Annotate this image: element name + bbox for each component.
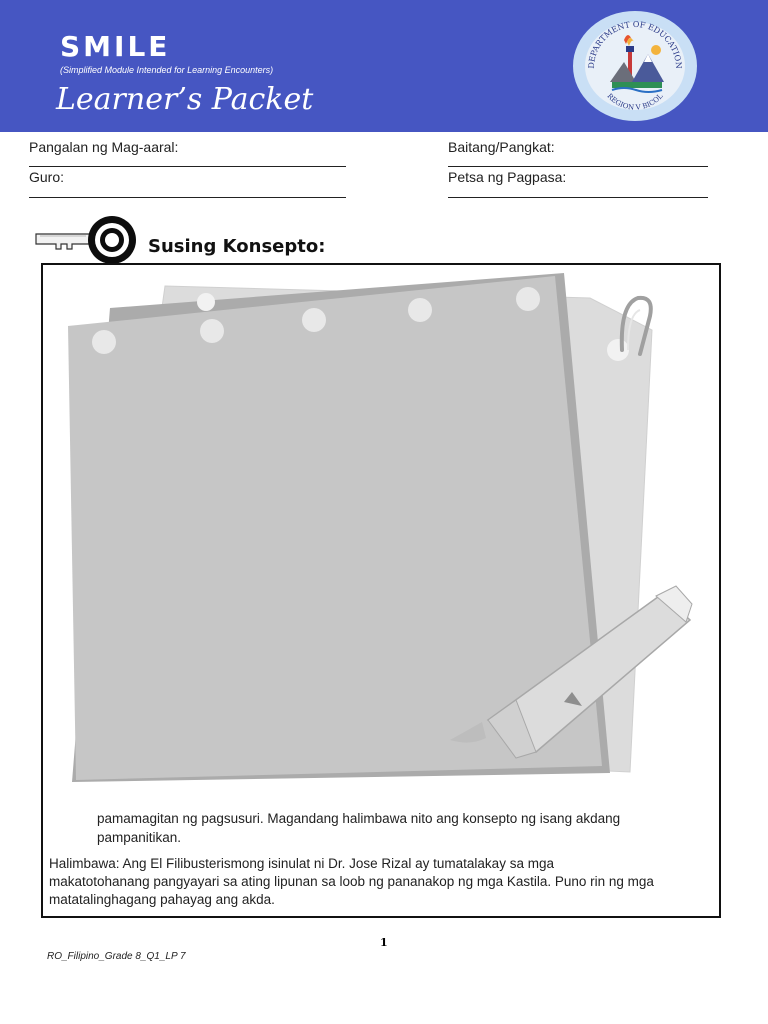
submission-date-label: Petsa ng Pagpasa:: [448, 169, 567, 185]
section-title: Susing Konsepto:: [148, 236, 326, 257]
brand-title: SMILE: [60, 30, 171, 63]
packet-title: Learner’s Packet: [56, 82, 314, 117]
example-line-2: makatotohanang pangyayari sa ating lipunan sa loob ng pananakop ng mga Kastila. Puno rin ng mga: [49, 874, 654, 889]
paragraph-line-1: pamamagitan ng pagsusuri. Magandang halimbawa nito ang konsepto ng isang akdang: [97, 811, 621, 826]
submission-date-line[interactable]: [448, 197, 708, 198]
paragraph-line-2: pampanitikan.: [97, 830, 182, 845]
student-name-line[interactable]: [29, 166, 346, 167]
student-name-label: Pangalan ng Mag-aaral:: [29, 139, 179, 155]
seal-bottom-text: REGION V BICOL: [605, 92, 665, 112]
teacher-label: Guro:: [29, 169, 65, 185]
seal-top-text: DEPARTMENT OF EDUCATION: [586, 19, 684, 69]
module-code: RO_Filipino_Grade 8_Q1_LP 7: [47, 951, 186, 962]
grade-section-line[interactable]: [448, 166, 708, 167]
notes-illustration: [50, 268, 710, 788]
header-banner: [0, 0, 768, 132]
grade-section-label: Baitang/Pangkat:: [448, 139, 555, 155]
brand-subtitle: (Simplified Module Intended for Learning Encounters): [60, 65, 274, 75]
example-line-1: Halimbawa: Ang El Filibusterismong isinulat ni Dr. Jose Rizal ay tumatalakay sa mga: [49, 856, 554, 871]
example-line-3: matatalinghagang pahayag ang akda.: [49, 892, 275, 907]
teacher-line[interactable]: [29, 197, 346, 198]
key-icon: [34, 212, 136, 268]
deped-seal: [572, 10, 698, 122]
page-number: 1: [380, 936, 388, 949]
